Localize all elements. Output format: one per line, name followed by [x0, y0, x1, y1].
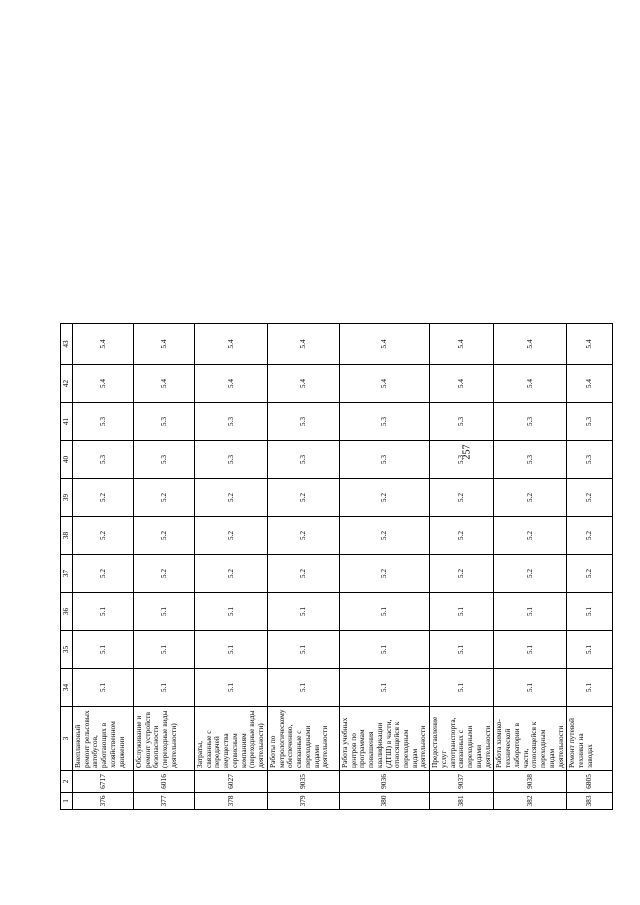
column-header: 43	[61, 324, 73, 365]
value-cell: 5.3	[494, 403, 567, 441]
column-header: 37	[61, 555, 73, 593]
value-cell: 5.1	[339, 669, 429, 707]
value-cell: 5.3	[73, 403, 134, 441]
value-cell: 5.3	[494, 441, 567, 479]
column-header: 34	[61, 669, 73, 707]
column-header: 3	[61, 707, 73, 771]
value-cell: 5.2	[494, 517, 567, 555]
value-cell: 5.4	[430, 365, 494, 403]
value-cell: 5.4	[339, 324, 429, 365]
value-cell: 5.1	[267, 631, 339, 669]
column-header: 1	[61, 793, 73, 810]
value-cell: 5.4	[567, 324, 613, 365]
value-cell: 5.2	[195, 555, 268, 593]
value-cell: 5.4	[73, 324, 134, 365]
value-cell: 5.1	[567, 669, 613, 707]
value-cell: 5.2	[339, 555, 429, 593]
value-cell: 5.2	[430, 555, 494, 593]
code-cell: 9036	[339, 771, 429, 793]
value-cell: 5.4	[195, 324, 268, 365]
code-cell: 6027	[195, 771, 268, 793]
value-cell: 5.4	[339, 365, 429, 403]
value-cell: 5.2	[134, 555, 195, 593]
value-cell: 5.1	[494, 593, 567, 631]
rotated-table-wrapper	[60, 324, 594, 810]
data-table	[60, 323, 613, 810]
column-header: 41	[61, 403, 73, 441]
table-body	[61, 324, 613, 810]
column-header: 39	[61, 479, 73, 517]
value-cell: 5.3	[195, 403, 268, 441]
value-cell: 5.1	[567, 631, 613, 669]
value-cell: 5.2	[134, 479, 195, 517]
value-cell: 5.1	[339, 631, 429, 669]
value-cell: 5.1	[73, 669, 134, 707]
row-number-cell: 380	[339, 793, 429, 810]
value-cell: 5.3	[134, 403, 195, 441]
value-cell: 5.4	[134, 365, 195, 403]
column-header: 36	[61, 593, 73, 631]
value-cell: 5.1	[339, 593, 429, 631]
value-cell: 5.2	[267, 479, 339, 517]
value-cell: 5.1	[567, 593, 613, 631]
value-cell: 5.1	[494, 669, 567, 707]
value-cell: 5.1	[195, 669, 268, 707]
column-header: 35	[61, 631, 73, 669]
column-header: 42	[61, 365, 73, 403]
value-cell: 5.2	[430, 479, 494, 517]
value-cell: 5.2	[134, 517, 195, 555]
column-header: 40	[61, 441, 73, 479]
value-cell: 5.2	[430, 517, 494, 555]
value-cell: 5.2	[195, 517, 268, 555]
table-row	[430, 324, 494, 810]
value-cell: 5.2	[567, 479, 613, 517]
row-number-cell: 383	[567, 793, 613, 810]
value-cell: 5.1	[73, 593, 134, 631]
value-cell: 5.2	[267, 555, 339, 593]
value-cell: 5.3	[134, 441, 195, 479]
description-cell: Работа учебных центров по программам повышения квалификации (ДТШ) в части, относящейся к переходным видам деятельности	[339, 707, 429, 771]
description-cell: Работа химико-технической лаборатории в части, относящейся к переходным видам деятельности	[494, 707, 567, 771]
row-number-cell: 376	[73, 793, 134, 810]
value-cell: 5.2	[567, 517, 613, 555]
table-row	[339, 324, 429, 810]
description-cell: Работы по метрологическому обеспечению, связанные с переходными видами деятельности	[267, 707, 339, 771]
value-cell: 5.2	[73, 555, 134, 593]
value-cell: 5.1	[430, 669, 494, 707]
code-cell: 6805	[567, 771, 613, 793]
value-cell: 5.2	[73, 517, 134, 555]
value-cell: 5.4	[494, 365, 567, 403]
description-cell: Внеплановый ремонт рельсовых автобусов, работающих в хозяйственном движении	[73, 707, 134, 771]
column-header: 38	[61, 517, 73, 555]
row-number-cell: 379	[267, 793, 339, 810]
value-cell: 5.4	[430, 324, 494, 365]
table-row	[134, 324, 195, 810]
value-cell: 5.1	[195, 593, 268, 631]
value-cell: 5.2	[73, 479, 134, 517]
value-cell: 5.1	[494, 631, 567, 669]
code-cell: 9037	[430, 771, 494, 793]
row-number-cell: 382	[494, 793, 567, 810]
description-cell: Ремонт путевой техники на заводах	[567, 707, 613, 771]
column-header: 2	[61, 771, 73, 793]
value-cell: 5.3	[567, 403, 613, 441]
table-row	[267, 324, 339, 810]
table-row	[195, 324, 268, 810]
row-number-cell: 381	[430, 793, 494, 810]
value-cell: 5.4	[267, 324, 339, 365]
value-cell: 5.3	[267, 441, 339, 479]
value-cell: 5.1	[134, 593, 195, 631]
value-cell: 5.2	[267, 517, 339, 555]
description-cell: Предоставление услуг автотранспорта, связанных с переходными видами деятельности	[430, 707, 494, 771]
value-cell: 5.3	[567, 441, 613, 479]
value-cell: 5.1	[134, 669, 195, 707]
value-cell: 5.1	[134, 631, 195, 669]
code-cell: 6016	[134, 771, 195, 793]
description-cell: Обслуживание и ремонт устройств безопасности (переходные виды деятельности)	[134, 707, 195, 771]
value-cell: 5.3	[430, 403, 494, 441]
row-number-cell: 377	[134, 793, 195, 810]
value-cell: 5.1	[73, 631, 134, 669]
value-cell: 5.4	[494, 324, 567, 365]
value-cell: 5.2	[567, 555, 613, 593]
value-cell: 5.4	[267, 365, 339, 403]
page-number: 257	[461, 444, 473, 460]
value-cell: 5.2	[494, 555, 567, 593]
value-cell: 5.1	[195, 631, 268, 669]
value-cell: 5.3	[430, 441, 494, 479]
table-row	[567, 324, 613, 810]
value-cell: 5.2	[494, 479, 567, 517]
value-cell: 5.4	[195, 365, 268, 403]
value-cell: 5.1	[430, 593, 494, 631]
value-cell: 5.4	[567, 365, 613, 403]
value-cell: 5.1	[430, 631, 494, 669]
value-cell: 5.3	[195, 441, 268, 479]
value-cell: 5.2	[339, 517, 429, 555]
value-cell: 5.4	[73, 365, 134, 403]
description-cell: Затраты, связанные с передачей имущества сервисным компаниям (переходные виды деятельности)	[195, 707, 268, 771]
table-header-row	[61, 324, 73, 810]
table-row	[494, 324, 567, 810]
value-cell: 5.2	[195, 479, 268, 517]
value-cell: 5.3	[267, 403, 339, 441]
code-cell: 9035	[267, 771, 339, 793]
value-cell: 5.3	[339, 403, 429, 441]
value-cell: 5.1	[267, 669, 339, 707]
value-cell: 5.4	[134, 324, 195, 365]
code-cell: 9038	[494, 771, 567, 793]
value-cell: 5.2	[339, 479, 429, 517]
code-cell: 6717	[73, 771, 134, 793]
row-number-cell: 378	[195, 793, 268, 810]
value-cell: 5.3	[339, 441, 429, 479]
value-cell: 5.3	[73, 441, 134, 479]
table-row	[73, 324, 134, 810]
value-cell: 5.1	[267, 593, 339, 631]
